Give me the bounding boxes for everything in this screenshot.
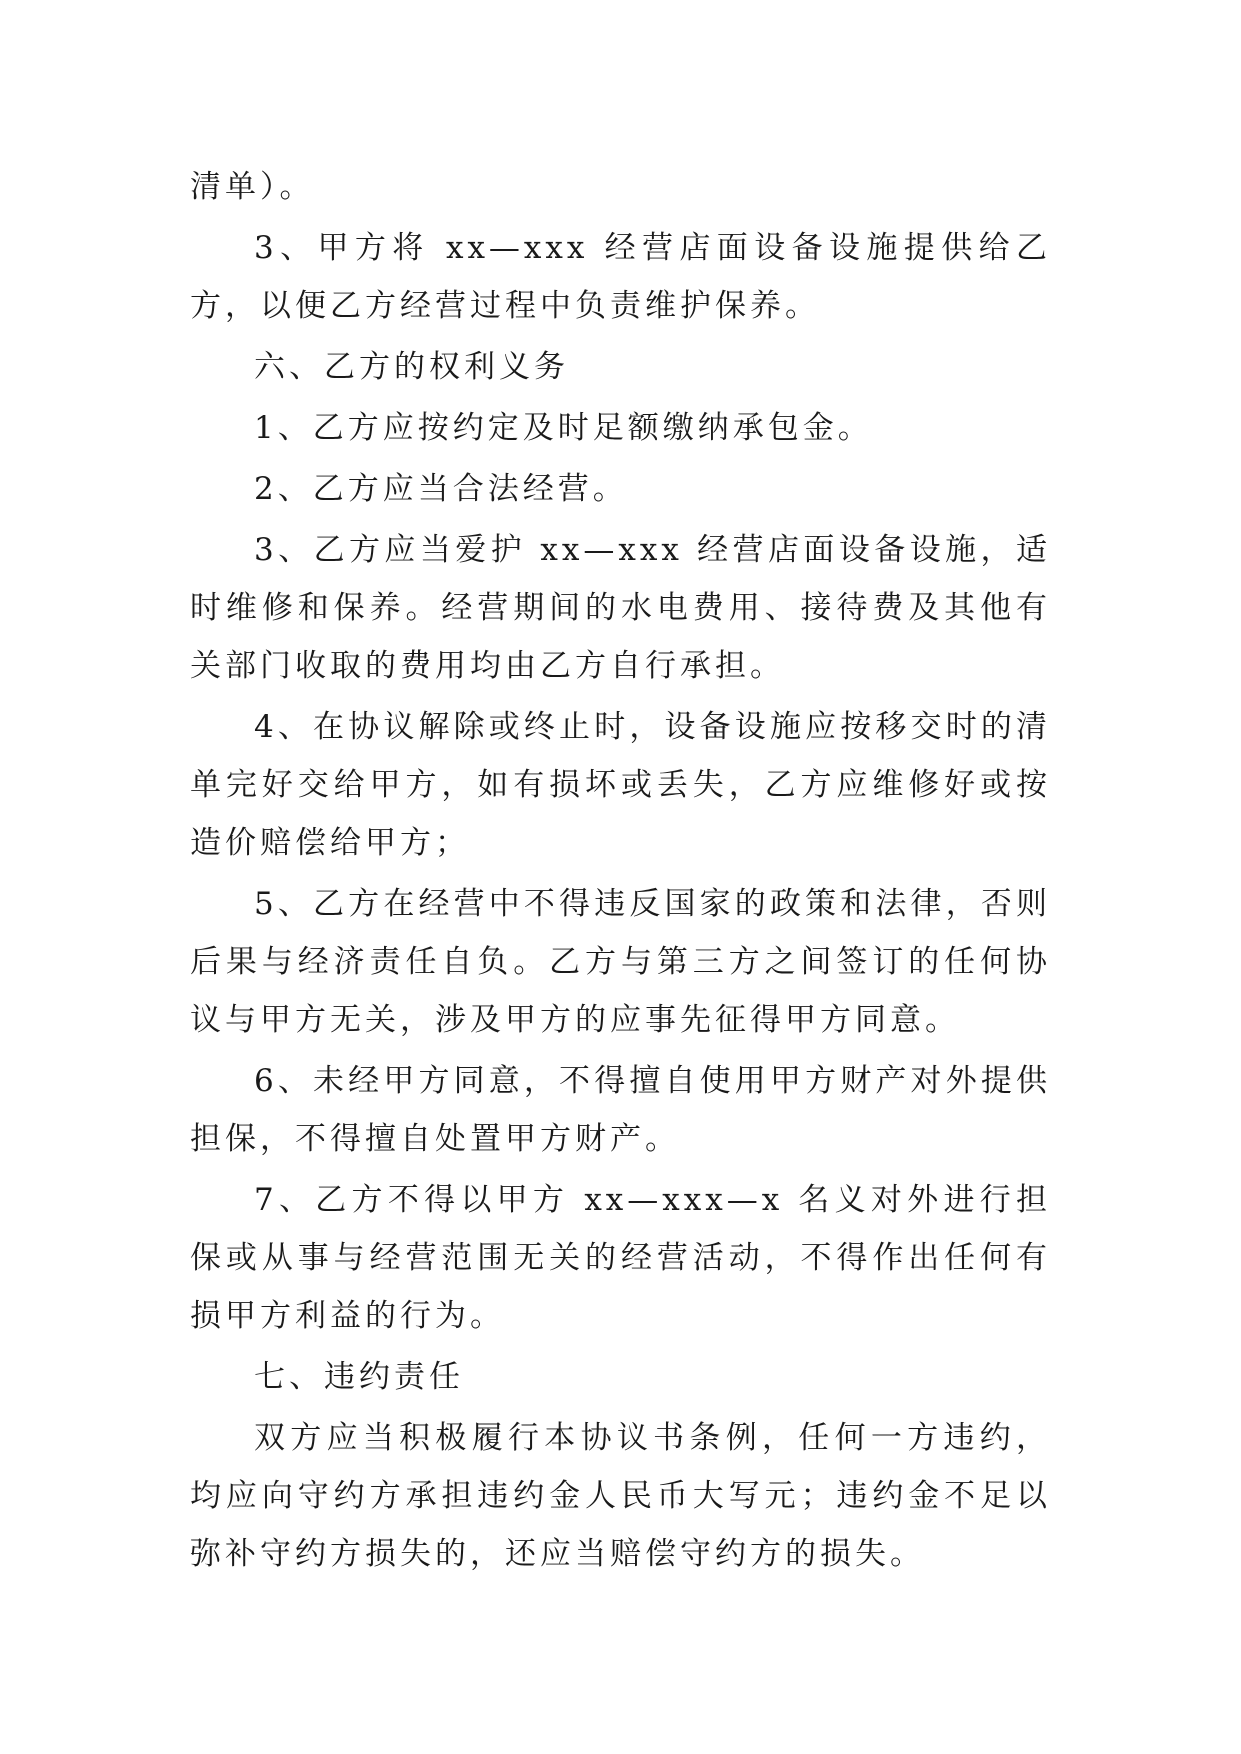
paragraph-item-7-scope: 7、乙方不得以甲方 xx—xxx—x 名义对外进行担保或从事与经营范围无关的经营活动，不得作出任何有损甲方利益的行为。	[190, 1182, 1051, 1334]
paragraph-item-1-payment: 1、乙方应按约定及时足额缴纳承包金。	[254, 410, 873, 446]
paragraph-liability: 双方应当积极履行本协议书条例，任何一方违约，均应向守约方承担违约金人民币大写元；违约金不足以弥补守约方损失的，还应当赔偿守约方的损失。	[190, 1420, 1051, 1572]
document-body	[190, 158, 1051, 1583]
paragraph-item-6-guarantee: 6、未经甲方同意，不得擅自使用甲方财产对外提供担保，不得擅自处置甲方财产。	[190, 1063, 1051, 1157]
section-heading-liability: 七、违约责任	[254, 1359, 464, 1395]
paragraph-continuation: 清单）。	[190, 169, 315, 205]
paragraph-item-5-compliance: 5、乙方在经营中不得违反国家的政策和法律，否则后果与经济责任自负。乙方与第三方之间签订的任何协议与甲方无关，涉及甲方的应事先征得甲方同意。	[190, 886, 1051, 1038]
section-heading-party-b-rights: 六、乙方的权利义务	[254, 349, 569, 385]
paragraph-item-4-return: 4、在协议解除或终止时，设备设施应按移交时的清单完好交给甲方，如有损坏或丢失，乙方应维修好或按造价赔偿给甲方；	[190, 709, 1051, 861]
paragraph-item-2-legal: 2、乙方应当合法经营。	[254, 471, 628, 507]
paragraph-item-3-maintenance: 3、乙方应当爱护 xx—xxx 经营店面设备设施，适时维修和保养。经营期间的水电费用、接待费及其他有关部门收取的费用均由乙方自行承担。	[190, 532, 1051, 684]
paragraph-item-3-equipment: 3、甲方将 xx—xxx 经营店面设备设施提供给乙方，以便乙方经营过程中负责维护保养。	[190, 230, 1051, 324]
